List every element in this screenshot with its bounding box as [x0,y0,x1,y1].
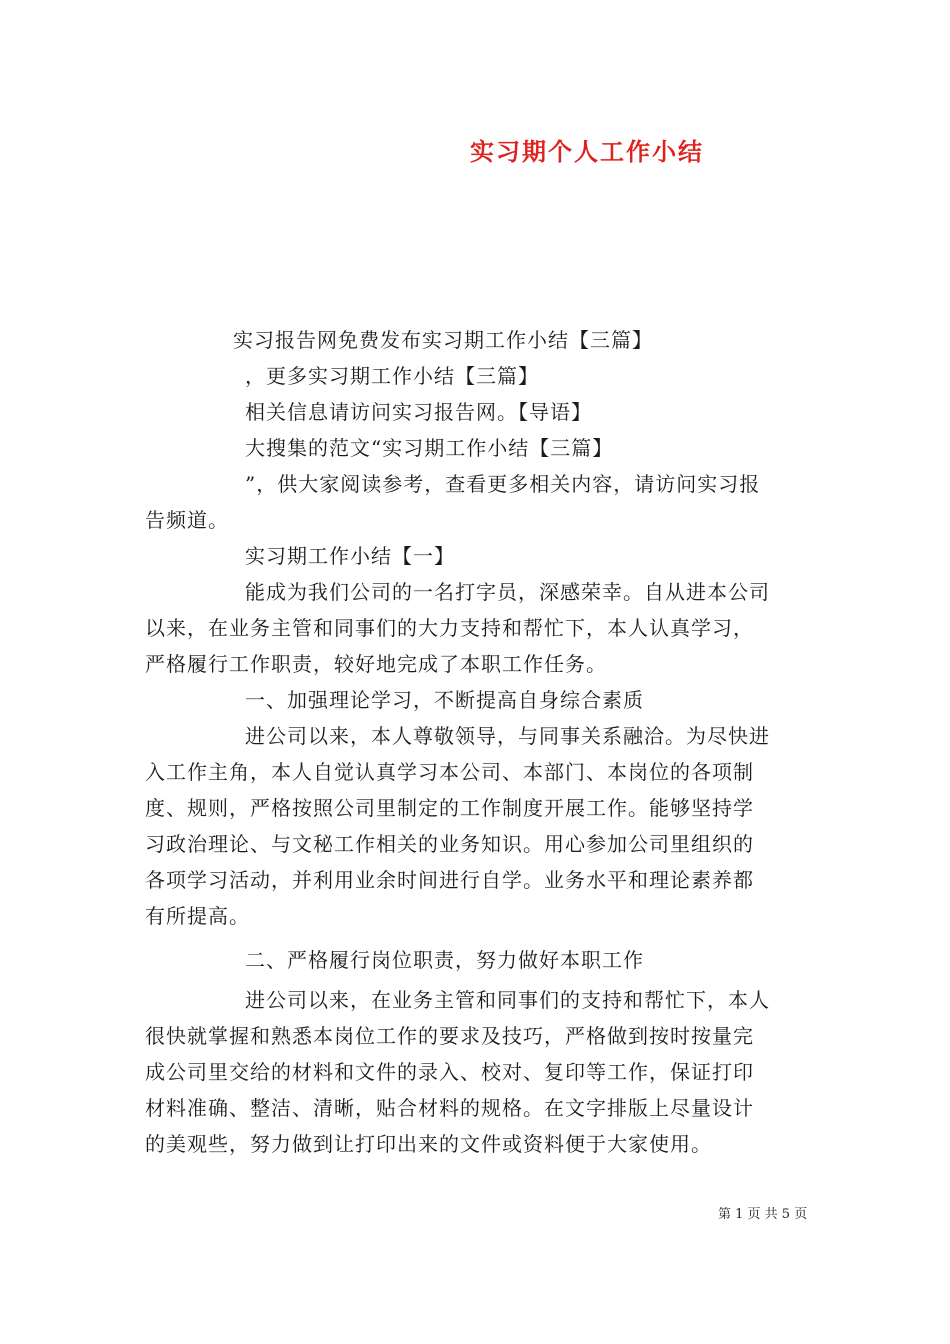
paragraph-line: 进公司以来，在业务主管和同事们的支持和帮忙下，本人 [245,988,770,1012]
page-title: 实习期个人工作小结 [470,137,704,166]
paragraph-line: 实习报告网免费发布实习期工作小结【三篇】 [233,328,653,352]
paragraph-line: 以来，在业务主管和同事们的大力支持和帮忙下，本人认真学习， [145,616,754,640]
paragraph-line: 大搜集的范文“实习期工作小结【三篇】 [245,436,614,460]
paragraph-line: ”，供大家阅读参考，查看更多相关内容，请访问实习报 [245,472,761,496]
paragraph-line: 相关信息请访问实习报告网。【导语】 [245,400,592,424]
paragraph-line: 各项学习活动，并利用业余时间进行自学。业务水平和理论素养都 [145,868,754,892]
paragraph-line: 度、规则，严格按照公司里制定的工作制度开展工作。能够坚持学 [145,796,754,820]
paragraph-line: 有所提高。 [145,904,250,928]
paragraph-line: 进公司以来，本人尊敬领导，与同事关系融洽。为尽快进 [245,724,770,748]
paragraph-line: 告频道。 [145,508,229,532]
paragraph-line: 的美观些，努力做到让打印出来的文件或资料便于大家使用。 [145,1132,712,1156]
page-number: 第 1 页 共 5 页 [718,1207,808,1222]
paragraph-line: 成公司里交给的材料和文件的录入、校对、复印等工作，保证打印 [145,1060,754,1084]
paragraph-line: 能成为我们公司的一名打字员，深感荣幸。自从进本公司 [245,580,770,604]
section-heading: 一、加强理论学习，不断提高自身综合素质 [245,688,644,712]
paragraph-line: 习政治理论、与文秘工作相关的业务知识。用心参加公司里组织的 [145,832,754,856]
section-heading: 二、严格履行岗位职责，努力做好本职工作 [245,948,644,972]
paragraph-line: ，更多实习期工作小结【三篇】 [245,364,539,388]
paragraph-line: 入工作主角，本人自觉认真学习本公司、本部门、本岗位的各项制 [145,760,754,784]
paragraph-line: 很快就掌握和熟悉本岗位工作的要求及技巧，严格做到按时按量完 [145,1024,754,1048]
section-heading: 实习期工作小结【一】 [245,544,455,568]
paragraph-line: 严格履行工作职责，较好地完成了本职工作任务。 [145,652,607,676]
paragraph-line: 材料准确、整洁、清晰，贴合材料的规格。在文字排版上尽量设计 [145,1096,754,1120]
